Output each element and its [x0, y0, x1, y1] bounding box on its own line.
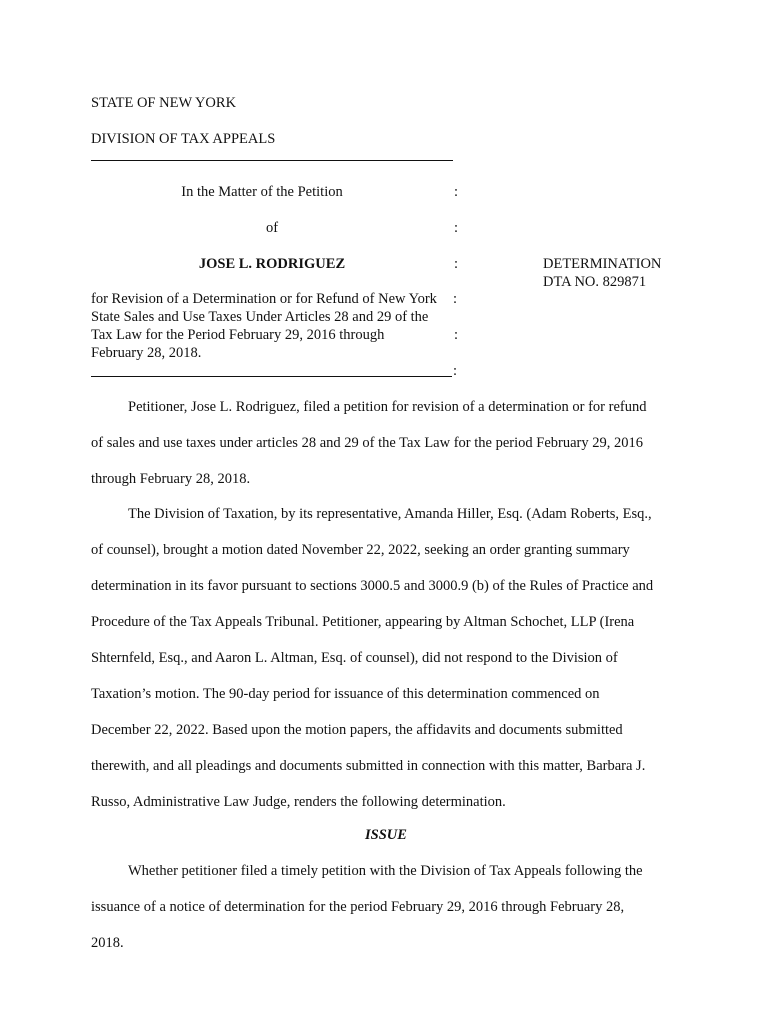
revision-line: Tax Law for the Period February 29, 2016 through — [91, 327, 385, 343]
matter-line: In the Matter of the Petition — [181, 184, 343, 200]
text-line: December 22, 2022. Based upon the motion papers, the affidavits and documents submitted — [91, 722, 623, 738]
text-line: of counsel), brought a motion dated November 22, 2022, seeking an order granting summary — [91, 542, 630, 558]
caption-colon: : — [452, 291, 458, 307]
header-rule — [91, 160, 453, 161]
petitioner-name: JOSE L. RODRIGUEZ — [198, 256, 346, 272]
text-line: Taxation’s motion. The 90-day period for issuance of this determination commenced on — [91, 686, 600, 702]
text-line: of sales and use taxes under articles 28 and 29 of the Tax Law for the period February 29, 2016 — [91, 435, 643, 451]
revision-line: February 28, 2018. — [91, 345, 202, 361]
caption-colon: : — [453, 256, 459, 272]
text-line: The Division of Taxation, by its representative, Amanda Hiller, Esq. (Adam Roberts, Esq., — [128, 506, 652, 522]
text-line: Procedure of the Tax Appeals Tribunal. Petitioner, appearing by Altman Schochet, LLP (Irena — [91, 614, 635, 630]
text-line: issuance of a notice of determination for the period February 29, 2016 through February 28, — [91, 899, 625, 915]
caption-colon: : — [453, 327, 459, 343]
issue-heading: ISSUE — [365, 827, 407, 843]
text-line: therewith, and all pleadings and documents submitted in connection with this matter, Barbara J. — [91, 758, 646, 774]
caption-bottom-rule — [91, 376, 452, 377]
text-line: 2018. — [91, 935, 124, 951]
text-line: through February 28, 2018. — [91, 471, 251, 487]
revision-line: for Revision of a Determination or for Refund of New York — [91, 291, 437, 307]
revision-line: State Sales and Use Taxes Under Articles 28 and 29 of the — [91, 309, 429, 325]
caption-colon: : — [453, 184, 459, 200]
caption-colon: : — [453, 220, 459, 236]
text-line: Whether petitioner filed a timely petition with the Division of Tax Appeals following the — [128, 863, 643, 879]
dta-number: DTA NO. 829871 — [543, 274, 647, 290]
text-line: determination in its favor pursuant to sections 3000.5 and 3000.9 (b) of the Rules of Practice and — [91, 578, 654, 594]
text-line: Russo, Administrative Law Judge, renders the following determination. — [91, 794, 506, 810]
of-line: of — [265, 220, 279, 236]
determination-label: DETERMINATION — [543, 256, 662, 272]
state-heading: STATE OF NEW YORK — [91, 95, 237, 111]
division-heading: DIVISION OF TAX APPEALS — [91, 131, 276, 147]
text-line: Shternfeld, Esq., and Aaron L. Altman, Esq. of counsel), did not respond to the Division of — [91, 650, 618, 666]
text-line: Petitioner, Jose L. Rodriguez, filed a petition for revision of a determination or for refund — [128, 399, 647, 415]
caption-colon: : — [452, 363, 458, 379]
